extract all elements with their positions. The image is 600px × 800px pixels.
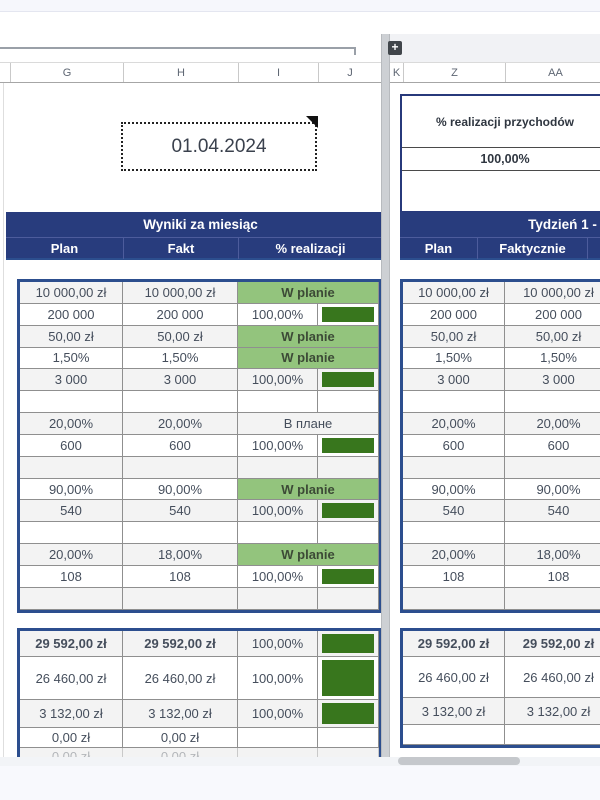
- cell-fakt[interactable]: 600: [123, 435, 238, 457]
- week-data-table: [400, 279, 600, 613]
- month-data-table: [17, 279, 382, 613]
- cell-status[interactable]: В плане: [238, 413, 379, 435]
- column-header-row-left: [0, 62, 381, 83]
- total-fakt[interactable]: 3 132,00 zł: [505, 698, 600, 725]
- total-fakt[interactable]: 29 592,00 zł: [123, 631, 238, 657]
- empty-cell[interactable]: [238, 728, 318, 748]
- empty-cell[interactable]: [238, 522, 318, 544]
- cell-fakt[interactable]: 90,00%: [505, 479, 600, 501]
- cell-fakt[interactable]: 108: [505, 566, 600, 588]
- empty-cell[interactable]: [20, 522, 123, 544]
- cell-plan[interactable]: 90,00%: [20, 479, 123, 501]
- month-title[interactable]: Wyniki za miesiąc: [143, 217, 258, 232]
- empty-cell[interactable]: [505, 725, 600, 745]
- cell-plan[interactable]: 1,50%: [403, 348, 505, 370]
- column-header-aa[interactable]: AA: [505, 63, 600, 82]
- cell-fakt[interactable]: 540: [123, 500, 238, 522]
- empty-cell[interactable]: [403, 725, 505, 745]
- empty-cell[interactable]: [123, 457, 238, 479]
- progress-bar: [322, 634, 374, 653]
- right-pane: [390, 0, 600, 800]
- cell-status[interactable]: W planie: [238, 479, 379, 501]
- cell-plan[interactable]: 20,00%: [403, 544, 505, 566]
- cell-plan[interactable]: 108: [20, 566, 123, 588]
- cell-plan[interactable]: 1,50%: [20, 348, 123, 370]
- empty-cell[interactable]: [238, 457, 318, 479]
- cell-plan[interactable]: 10 000,00 zł: [20, 282, 123, 304]
- empty-cell[interactable]: [123, 522, 238, 544]
- cell-bar[interactable]: [318, 435, 379, 457]
- cell-pct[interactable]: 100,00%: [238, 369, 318, 391]
- total-plan[interactable]: 29 592,00 zł: [20, 631, 123, 657]
- total-fakt[interactable]: 29 592,00 zł: [505, 631, 600, 657]
- cell-bar[interactable]: [318, 657, 379, 700]
- column-header-k[interactable]: K: [392, 66, 401, 79]
- cell-bar[interactable]: [318, 631, 379, 657]
- empty-cell[interactable]: [318, 522, 379, 544]
- cell-pct[interactable]: 100,00%: [238, 435, 318, 457]
- cell-pct[interactable]: 100,00%: [238, 304, 318, 326]
- cell-fakt[interactable]: 10 000,00 zł: [123, 282, 238, 304]
- cell-fakt[interactable]: 200 000: [505, 304, 600, 326]
- column-header-j[interactable]: J: [318, 63, 381, 82]
- cell-fakt[interactable]: 200 000: [123, 304, 238, 326]
- cell-plan[interactable]: 20,00%: [20, 413, 123, 435]
- total-fakt[interactable]: 26 460,00 zł: [505, 657, 600, 698]
- progress-bar: [322, 438, 374, 453]
- empty-cell[interactable]: [403, 457, 505, 479]
- cell-plan[interactable]: 3 000: [403, 369, 505, 391]
- cell-fakt[interactable]: 18,00%: [505, 544, 600, 566]
- cell-pct[interactable]: 100,00%: [238, 566, 318, 588]
- progress-bar: [322, 569, 374, 584]
- column-header-i[interactable]: I: [238, 63, 318, 82]
- cell-status[interactable]: W planie: [238, 326, 379, 348]
- cell-plan[interactable]: 540: [20, 500, 123, 522]
- cell-fakt[interactable]: 20,00%: [123, 413, 238, 435]
- column-header-f[interactable]: [0, 63, 10, 82]
- cell-fakt[interactable]: 600: [505, 435, 600, 457]
- cell-plan[interactable]: 200 000: [403, 304, 505, 326]
- empty-cell[interactable]: [403, 522, 505, 544]
- cell-fakt[interactable]: 90,00%: [123, 479, 238, 501]
- empty-cell[interactable]: [505, 522, 600, 544]
- cell-fakt[interactable]: 108: [123, 566, 238, 588]
- month-totals-table: [17, 628, 382, 766]
- total-plan[interactable]: 26 460,00 zł: [20, 657, 123, 700]
- cell-fakt[interactable]: 50,00 zł: [123, 326, 238, 348]
- cell-fakt[interactable]: 20,00%: [505, 413, 600, 435]
- month-col-plan[interactable]: Plan: [50, 241, 79, 256]
- cell-plan[interactable]: 600: [403, 435, 505, 457]
- cell-fakt[interactable]: 3 000: [123, 369, 238, 391]
- week-col-fakt[interactable]: Faktycznie: [477, 238, 587, 259]
- kpi-value[interactable]: 100,00%: [402, 148, 600, 171]
- progress-bar: [322, 703, 374, 724]
- cell-bar[interactable]: [318, 500, 379, 522]
- empty-cell[interactable]: [318, 391, 379, 413]
- week-col-plan[interactable]: Plan: [424, 241, 453, 256]
- progress-bar: [322, 372, 374, 387]
- empty-cell[interactable]: [403, 391, 505, 413]
- cell-plan[interactable]: 20,00%: [403, 413, 505, 435]
- cell-plan[interactable]: 50,00 zł: [403, 326, 505, 348]
- cell-bar[interactable]: [318, 304, 379, 326]
- empty-cell[interactable]: [505, 391, 600, 413]
- cell-plan[interactable]: 108: [403, 566, 505, 588]
- total-fakt[interactable]: 3 132,00 zł: [123, 700, 238, 728]
- empty-cell[interactable]: [20, 391, 123, 413]
- total-plan[interactable]: 3 132,00 zł: [20, 700, 123, 728]
- column-header-h[interactable]: H: [123, 63, 238, 82]
- total-fakt[interactable]: 26 460,00 zł: [123, 657, 238, 700]
- cell-plan[interactable]: 90,00%: [403, 479, 505, 501]
- cell-fakt[interactable]: 10 000,00 zł: [505, 282, 600, 304]
- cell-fakt[interactable]: 540: [505, 500, 600, 522]
- kpi-label[interactable]: % realizacji przychodów: [402, 96, 600, 148]
- cell-fakt[interactable]: 18,00%: [123, 544, 238, 566]
- cell-fakt[interactable]: 3 000: [505, 369, 600, 391]
- empty-cell[interactable]: [318, 588, 379, 610]
- cell-bar[interactable]: [318, 700, 379, 728]
- empty-cell[interactable]: [20, 588, 123, 610]
- total-pct[interactable]: 100,00%: [238, 631, 318, 657]
- expand-columns-button[interactable]: +: [388, 41, 402, 55]
- week-totals-table: [400, 628, 600, 748]
- total-plan[interactable]: 29 592,00 zł: [403, 631, 505, 657]
- empty-cell[interactable]: [318, 728, 379, 748]
- total-fakt[interactable]: 0,00 zł: [123, 728, 238, 748]
- empty-cell[interactable]: [238, 391, 318, 413]
- total-plan[interactable]: 26 460,00 zł: [403, 657, 505, 698]
- column-group-bracket: [0, 47, 356, 55]
- week-col-extra: [587, 238, 600, 259]
- progress-bar: [322, 307, 374, 322]
- cell-fakt[interactable]: 1,50%: [123, 348, 238, 370]
- empty-cell[interactable]: [123, 391, 238, 413]
- cell-fakt[interactable]: 50,00 zł: [505, 326, 600, 348]
- column-group-strip: [390, 34, 600, 62]
- progress-bar: [322, 503, 374, 518]
- empty-cell[interactable]: [505, 457, 600, 479]
- total-plan[interactable]: 0,00 zł: [20, 728, 123, 748]
- cell-status[interactable]: W planie: [238, 282, 379, 304]
- cell-plan[interactable]: 600: [20, 435, 123, 457]
- horizontal-scrollbar-thumb[interactable]: [398, 757, 520, 765]
- cell-status[interactable]: W planie: [238, 544, 379, 566]
- cell-status[interactable]: W planie: [238, 348, 379, 370]
- cell-plan[interactable]: 50,00 zł: [20, 326, 123, 348]
- cell-pct[interactable]: 100,00%: [238, 500, 318, 522]
- column-header-row-right: [390, 62, 600, 83]
- cell-bar[interactable]: [318, 369, 379, 391]
- cell-plan[interactable]: 200 000: [20, 304, 123, 326]
- cell-plan[interactable]: 10 000,00 zł: [403, 282, 505, 304]
- cell-bar[interactable]: [318, 566, 379, 588]
- revenue-kpi-box: [400, 94, 600, 213]
- bottom-strip: [0, 766, 600, 800]
- cell-fakt[interactable]: 1,50%: [505, 348, 600, 370]
- cell-plan[interactable]: 20,00%: [20, 544, 123, 566]
- week-title[interactable]: Tydzień 1 -: [528, 217, 597, 232]
- month-header-band: [6, 212, 382, 260]
- date-cell[interactable]: 01.04.2024: [121, 122, 317, 171]
- mouse-cursor-icon: [304, 114, 320, 130]
- pane-divider[interactable]: [381, 34, 390, 757]
- week-header-band: [400, 212, 600, 260]
- total-pct[interactable]: 100,00%: [238, 700, 318, 728]
- month-col-fakt[interactable]: Fakt: [123, 238, 238, 259]
- empty-cell[interactable]: [318, 457, 379, 479]
- cell-plan[interactable]: 540: [403, 500, 505, 522]
- empty-cell[interactable]: [238, 588, 318, 610]
- total-pct[interactable]: 100,00%: [238, 657, 318, 700]
- empty-cell[interactable]: [505, 588, 600, 610]
- column-header-z[interactable]: Z: [403, 63, 505, 82]
- total-plan[interactable]: 3 132,00 zł: [403, 698, 505, 725]
- empty-cell[interactable]: [20, 457, 123, 479]
- empty-cell[interactable]: [123, 588, 238, 610]
- cell-plan[interactable]: 3 000: [20, 369, 123, 391]
- column-header-g[interactable]: G: [10, 63, 123, 82]
- gridline: [3, 83, 4, 757]
- empty-cell[interactable]: [403, 588, 505, 610]
- progress-bar: [322, 660, 374, 696]
- month-col-realizacja[interactable]: % realizacji: [238, 238, 382, 259]
